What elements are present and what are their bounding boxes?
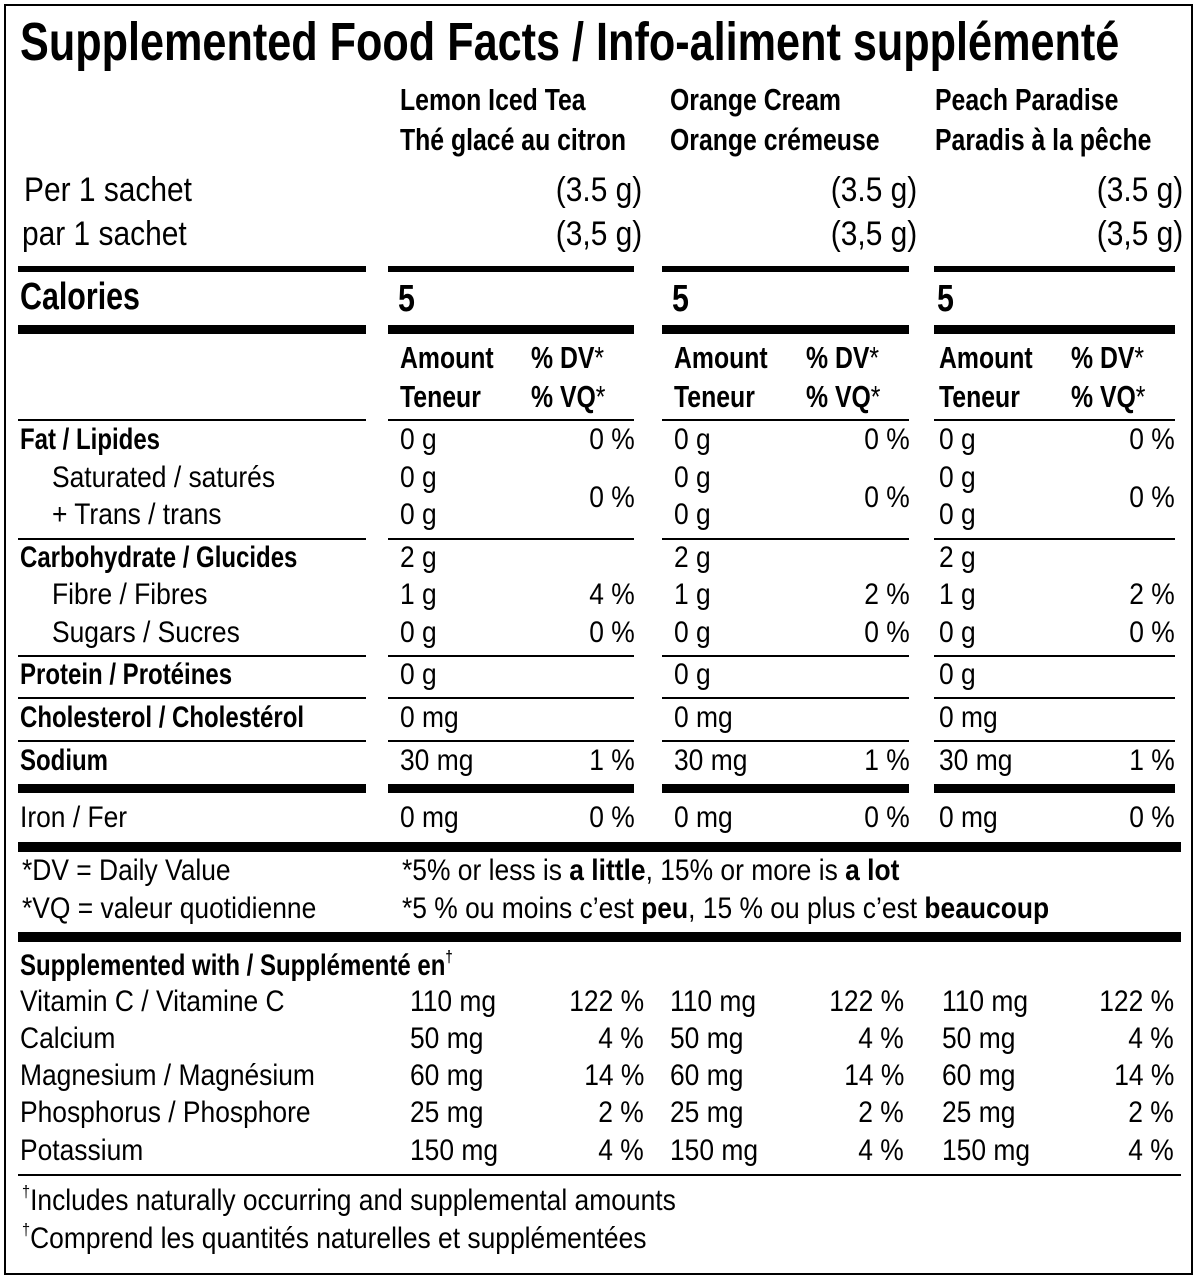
text-fragment: *	[869, 340, 880, 375]
thin-rule	[934, 538, 1175, 540]
thin-rule	[18, 419, 366, 421]
calories-value: 5	[937, 278, 954, 320]
text-fragment: *	[1135, 379, 1146, 414]
fibre-dv: 4 %	[589, 578, 635, 611]
thick-rule	[388, 784, 634, 793]
supplement-label: Calcium	[20, 1022, 116, 1055]
dv-header	[531, 342, 604, 373]
serving-label-en: Per 1 sachet	[24, 171, 192, 209]
calories-label: Calories	[20, 276, 140, 318]
fat-dv: 0 %	[864, 423, 910, 456]
sugars-amount: 0 g	[939, 616, 976, 649]
amount-header: Amount	[939, 340, 1033, 375]
fat-amount: 0 g	[400, 423, 437, 456]
supplement-amount: 110 mg	[410, 985, 497, 1018]
thin-rule	[934, 740, 1175, 742]
protein-amount: 0 g	[939, 658, 976, 691]
supplement-dv: 14 %	[843, 1059, 904, 1092]
iron-dv: 0 %	[589, 801, 635, 834]
supplement-dv: 4 %	[1128, 1134, 1174, 1167]
thick-rule	[388, 325, 634, 334]
thin-rule	[662, 538, 909, 540]
fat-dv: 0 %	[1129, 423, 1175, 456]
iron-label: Iron / Fer	[20, 801, 128, 834]
text-fragment: beaucoup	[924, 892, 1050, 925]
thin-rule	[18, 740, 366, 742]
trans-label: + Trans / trans	[52, 498, 222, 531]
thin-rule	[388, 697, 634, 699]
sodium-dv: 1 %	[589, 744, 635, 777]
text-fragment: †	[22, 1183, 31, 1201]
text-fragment: *5% or less is	[402, 854, 570, 887]
supplement-amount: 25 mg	[410, 1096, 484, 1129]
serving-size-fr: (3,5 g)	[830, 215, 917, 253]
supplement-label: Vitamin C / Vitamine C	[20, 985, 285, 1018]
serving-size-en: (3.5 g)	[1096, 171, 1183, 209]
supplement-amount: 110 mg	[942, 985, 1029, 1018]
supplement-amount: 50 mg	[410, 1022, 484, 1055]
cholesterol-label: Cholesterol / Cholestérol	[20, 701, 305, 734]
sodium-amount: 30 mg	[400, 744, 474, 777]
iron-amount: 0 mg	[939, 801, 998, 834]
trans-amount: 0 g	[400, 498, 437, 531]
sodium-amount: 30 mg	[939, 744, 1013, 777]
dv-header	[806, 342, 879, 373]
flavor-name-fr: Paradis à la pêche	[935, 122, 1152, 157]
iron-dv: 0 %	[864, 801, 910, 834]
thin-rule	[18, 655, 366, 657]
calories-value: 5	[398, 278, 415, 320]
text-fragment: peu	[641, 892, 689, 925]
dv-header	[1071, 342, 1144, 373]
thin-rule	[662, 697, 909, 699]
trans-amount: 0 g	[674, 498, 711, 531]
text-fragment: a lot	[845, 854, 900, 887]
text-fragment: *	[1134, 340, 1145, 375]
fat-amount: 0 g	[939, 423, 976, 456]
sugars-dv: 0 %	[864, 616, 910, 649]
fibre-dv: 2 %	[1129, 578, 1175, 611]
thin-rule	[934, 655, 1175, 657]
sodium-dv: 1 %	[1129, 744, 1175, 777]
text-fragment: †	[22, 1221, 31, 1239]
supplement-label: Phosphorus / Phosphore	[20, 1096, 311, 1129]
serving-size-fr: (3,5 g)	[555, 215, 642, 253]
flavor-name-fr: Orange crémeuse	[670, 122, 880, 157]
sodium-label: Sodium	[20, 744, 108, 777]
sugars-label: Sugars / Sucres	[52, 616, 240, 649]
carbohydrate-amount: 2 g	[400, 541, 437, 574]
text-fragment: % DV	[1071, 340, 1135, 375]
thin-rule	[18, 697, 366, 699]
sat-trans-dv: 0 %	[1129, 481, 1175, 514]
carbohydrate-amount: 2 g	[939, 541, 976, 574]
sugars-dv: 0 %	[1129, 616, 1175, 649]
thin-rule	[388, 538, 634, 540]
text-fragment: *	[595, 379, 606, 414]
amount-header: Amount	[400, 340, 494, 375]
saturated-label: Saturated / saturés	[52, 461, 276, 494]
interpretation-fr	[402, 894, 1049, 924]
supplement-dv: 4 %	[598, 1134, 644, 1167]
supplement-amount: 50 mg	[942, 1022, 1016, 1055]
vq-header	[806, 381, 880, 412]
text-fragment: *5 % ou moins c’est	[402, 892, 642, 925]
flavor-name-fr: Thé glacé au citron	[400, 122, 627, 157]
footnote-en	[22, 1183, 676, 1217]
thin-rule	[388, 740, 634, 742]
text-fragment: % VQ	[531, 379, 596, 414]
serving-size-fr: (3,5 g)	[1096, 215, 1183, 253]
saturated-amount: 0 g	[674, 461, 711, 494]
text-fragment: , 15% or more is	[645, 854, 846, 887]
thin-rule	[18, 1174, 1181, 1176]
thin-rule	[662, 655, 909, 657]
sodium-dv: 1 %	[864, 744, 910, 777]
text-fragment: †	[445, 948, 453, 966]
thin-rule	[934, 697, 1175, 699]
saturated-amount: 0 g	[400, 461, 437, 494]
flavor-name-en: Lemon Iced Tea	[400, 82, 586, 117]
supplement-dv: 14 %	[1113, 1059, 1174, 1092]
text-fragment: Includes naturally occurring and supplemental amounts	[30, 1184, 676, 1217]
supplement-amount: 110 mg	[670, 985, 757, 1018]
teneur-header: Teneur	[674, 379, 755, 414]
sodium-amount: 30 mg	[674, 744, 748, 777]
page-title: Supplemented Food Facts / Info-aliment supplémenté	[20, 12, 1120, 72]
text-fragment: % DV	[531, 340, 595, 375]
supplement-label: Potassium	[20, 1134, 144, 1167]
supplement-dv: 14 %	[583, 1059, 644, 1092]
thin-rule	[934, 419, 1175, 421]
protein-amount: 0 g	[400, 658, 437, 691]
supplement-dv: 4 %	[598, 1022, 644, 1055]
thin-rule	[662, 740, 909, 742]
supplement-dv: 4 %	[858, 1134, 904, 1167]
thick-rule	[18, 325, 366, 334]
thick-rule	[934, 784, 1175, 793]
saturated-amount: 0 g	[939, 461, 976, 494]
trans-amount: 0 g	[939, 498, 976, 531]
supplement-dv: 2 %	[858, 1096, 904, 1129]
sugars-amount: 0 g	[400, 616, 437, 649]
vq-header	[531, 381, 605, 412]
flavor-name-en: Orange Cream	[670, 82, 841, 117]
teneur-header: Teneur	[939, 379, 1020, 414]
fat-label: Fat / Lipides	[20, 423, 161, 456]
thin-rule	[388, 419, 634, 421]
supplement-dv: 2 %	[598, 1096, 644, 1129]
flavor-name-en: Peach Paradise	[935, 82, 1119, 117]
supplement-dv: 4 %	[858, 1022, 904, 1055]
carbohydrate-amount: 2 g	[674, 541, 711, 574]
vq-header	[1071, 381, 1145, 412]
serving-size-en: (3.5 g)	[555, 171, 642, 209]
thick-rule	[18, 932, 1181, 942]
thick-rule	[18, 784, 366, 793]
text-fragment: *	[594, 340, 605, 375]
amount-header: Amount	[674, 340, 768, 375]
text-fragment: *	[870, 379, 881, 414]
thick-rule	[934, 266, 1175, 272]
dv-definition: *DV = Daily Value	[22, 854, 231, 887]
thick-rule	[18, 266, 366, 272]
thick-rule	[662, 266, 909, 272]
protein-label: Protein / Protéines	[20, 658, 233, 691]
supplement-amount: 25 mg	[670, 1096, 744, 1129]
supplement-dv: 4 %	[1128, 1022, 1174, 1055]
carbohydrate-label: Carbohydrate / Glucides	[20, 541, 298, 574]
serving-size-en: (3.5 g)	[830, 171, 917, 209]
supplement-amount: 150 mg	[670, 1134, 759, 1167]
supplement-dv: 122 %	[569, 985, 644, 1018]
thick-rule	[18, 842, 1181, 852]
fibre-amount: 1 g	[674, 578, 711, 611]
iron-dv: 0 %	[1129, 801, 1175, 834]
text-fragment: % VQ	[806, 379, 871, 414]
thick-rule	[388, 266, 634, 272]
calories-value: 5	[672, 278, 689, 320]
fibre-amount: 1 g	[400, 578, 437, 611]
sat-trans-dv: 0 %	[589, 481, 635, 514]
sugars-amount: 0 g	[674, 616, 711, 649]
teneur-header: Teneur	[400, 379, 481, 414]
supplement-dv: 122 %	[829, 985, 904, 1018]
fat-amount: 0 g	[674, 423, 711, 456]
supplement-amount: 150 mg	[942, 1134, 1031, 1167]
fibre-dv: 2 %	[864, 578, 910, 611]
cholesterol-amount: 0 mg	[674, 701, 733, 734]
supplement-dv: 122 %	[1099, 985, 1174, 1018]
supplemented-heading	[20, 948, 453, 982]
supplement-amount: 60 mg	[670, 1059, 744, 1092]
thin-rule	[18, 538, 366, 540]
nutrition-facts-table	[4, 4, 1193, 1275]
fat-dv: 0 %	[589, 423, 635, 456]
text-fragment: % DV	[806, 340, 870, 375]
thick-rule	[934, 325, 1175, 334]
vq-definition: *VQ = valeur quotidienne	[22, 892, 317, 925]
text-fragment: Comprend les quantités naturelles et supplémentées	[30, 1222, 647, 1255]
thick-rule	[662, 325, 909, 334]
supplement-label: Magnesium / Magnésium	[20, 1059, 315, 1092]
protein-amount: 0 g	[674, 658, 711, 691]
text-fragment: , 15 % ou plus c’est	[688, 892, 925, 925]
supplement-amount: 50 mg	[670, 1022, 744, 1055]
thick-rule	[662, 784, 909, 793]
cholesterol-amount: 0 mg	[939, 701, 998, 734]
sat-trans-dv: 0 %	[864, 481, 910, 514]
fibre-label: Fibre / Fibres	[52, 578, 208, 611]
footnote-fr	[22, 1221, 647, 1255]
sugars-dv: 0 %	[589, 616, 635, 649]
supplement-amount: 60 mg	[942, 1059, 1016, 1092]
text-fragment: % VQ	[1071, 379, 1136, 414]
text-fragment: Supplemented with / Supplémenté en	[20, 949, 446, 982]
text-fragment: a little	[569, 854, 646, 887]
serving-label-fr: par 1 sachet	[22, 215, 187, 253]
cholesterol-amount: 0 mg	[400, 701, 459, 734]
fibre-amount: 1 g	[939, 578, 976, 611]
supplement-amount: 25 mg	[942, 1096, 1016, 1129]
thin-rule	[388, 655, 634, 657]
supplement-amount: 150 mg	[410, 1134, 499, 1167]
supplement-amount: 60 mg	[410, 1059, 484, 1092]
interpretation-en	[402, 856, 899, 886]
supplement-dv: 2 %	[1128, 1096, 1174, 1129]
iron-amount: 0 mg	[400, 801, 459, 834]
iron-amount: 0 mg	[674, 801, 733, 834]
thin-rule	[662, 419, 909, 421]
